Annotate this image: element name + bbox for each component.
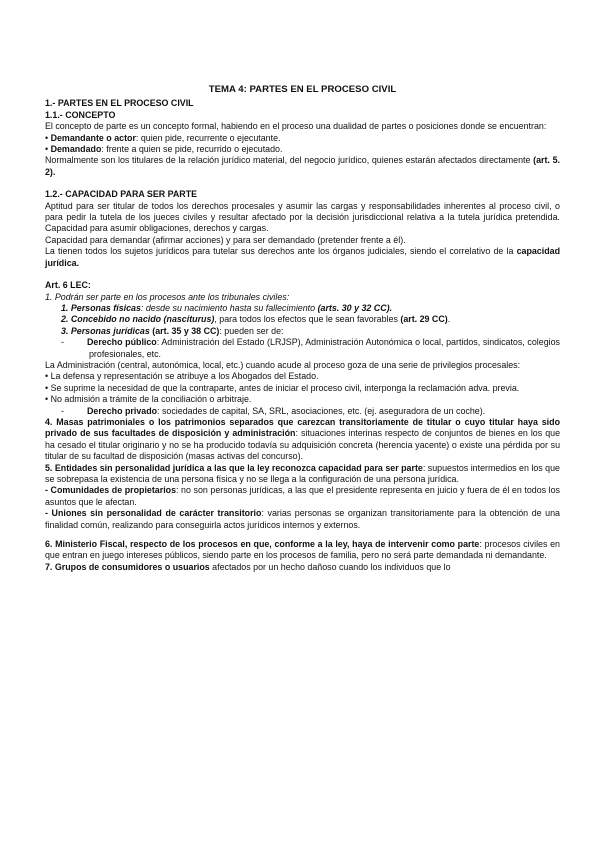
list-item-ministerio-fiscal: 6. Ministerio Fiscal, respecto de los procesos en que, conforme a la ley, haya de intervenir como parte: procesos civiles en que entran en juego intereses públicos, siendo parte en los procesos de familia, pero no será parte demandada ni demandante. bbox=[45, 539, 560, 561]
term-capacidad-juridica: capacidad jurídica. bbox=[45, 246, 560, 268]
ref-art-5: (art. 5. 2). bbox=[45, 155, 561, 177]
section-heading-partes: 1.- PARTES EN EL PROCESO CIVIL bbox=[45, 98, 194, 109]
term-demandado: Demandado bbox=[50, 144, 102, 155]
dash-item-derecho-privado: - Derecho privado: sociedades de capital, SA, SRL, asociaciones, etc. (ej. aseguradora de un coche). bbox=[61, 405, 486, 416]
dash-item-derecho-publico: - Derecho público: Administración del Estado (LRJSP), Administración Autonómica o local, partidos, sindicatos, colegios profesionales, etc. bbox=[61, 337, 560, 359]
term-demandante: Demandante o actor bbox=[50, 132, 136, 143]
list-item-entidades-sin-personalidad: 5. Entidades sin personalidad jurídica a las que la ley reconozca capacidad para ser parte: supuestos intermedios en los que se sobrepasa la existencia de una persona física y no se llega a la configuración de una persona jurídica. bbox=[45, 462, 560, 484]
document-title: TEMA 4: PARTES EN EL PROCESO CIVIL bbox=[208, 84, 397, 95]
paragraph-sujetos: La tienen todos los sujetos jurídicos para tutelar sus derechos ante los órganos judiciales, siendo el correlativo de la capacidad jurídica. bbox=[45, 246, 560, 268]
privilege-item-reclamacion: • Se suprime la necesidad de que la contraparte, antes de iniciar el proceso civil, interponga la reclamación adva. previa. bbox=[45, 382, 520, 393]
list-item-demandante: • Demandante o actor: quien pide, recurrente o ejecutante. bbox=[45, 132, 281, 143]
item-comunidades-propietarios: - Comunidades de propietarios: no son personas jurídicas, a las que el presidente representa en juicio y fuera de él en todos los asuntos que le afectan. bbox=[45, 485, 560, 507]
article-intro: 1. Podrán ser parte en los procesos ante los tribunales civiles: bbox=[45, 291, 290, 302]
paragraph-concepto-intro: El concepto de parte es un concepto formal, habiendo en el proceso una dualidad de partes o posiciones donde se encuentran: bbox=[45, 121, 547, 132]
list-item-personas-juridicas: 3. Personas jurídicas (art. 35 y 38 CC): pueden ser de: bbox=[61, 325, 284, 336]
list-item-demandado: • Demandado: frente a quien se pide, recurrido o ejecutado. bbox=[45, 144, 283, 155]
list-item-masas-patrimoniales: 4. Masas patrimoniales o los patrimonios separados que carezcan transitoriamente de titular o cuyo titular haya sido privado de sus facultades de disposición y administración: situaciones interinas respecto de conjuntos de bienes en los que ha cesado el titular originario y no se ha producido todavía su adquisición concreta (herencia yacente) o existe una pérdida por su titular de su facultad de disposición (masas activas del concurso). bbox=[45, 416, 561, 462]
privilege-item-conciliacion: • No admisión a trámite de la conciliación o arbitraje. bbox=[45, 394, 252, 405]
article-heading: Art. 6 LEC: bbox=[45, 280, 91, 291]
text-demandado: : frente a quien se pide, recurrido o ejecutado. bbox=[101, 144, 283, 155]
list-item-grupos-consumidores: 7. Grupos de consumidores o usuarios afectados por un hecho dañoso cuando los individuos que lo bbox=[45, 561, 451, 572]
list-item-nasciturus: 2. Concebido no nacido (nasciturus), para todos los efectos que le sean favorables (art. 29 CC). bbox=[61, 314, 451, 325]
document-page bbox=[45, 84, 560, 573]
list-item-personas-fisicas: 1. Personas físicas: desde su nacimiento hasta su fallecimiento (arts. 30 y 32 CC). bbox=[61, 302, 393, 313]
privilege-item-defensa: • La defensa y representación se atribuye a los Abogados del Estado. bbox=[45, 371, 319, 382]
subsection-heading-concepto: 1.1.- CONCEPTO bbox=[45, 109, 116, 120]
item-uniones-sin-personalidad: - Uniones sin personalidad de carácter transitorio: varias personas se organizan transitoriamente para la obtención de una finalidad común, realizando para conseguirla actos jurídicos internos y externos. bbox=[45, 508, 560, 530]
paragraph-administracion: La Administración (central, autonómica, local, etc.) cuando acude al proceso goza de una serie de privilegios procesales: bbox=[45, 359, 521, 370]
paragraph-demandar: Capacidad para demandar (afirmar acciones) y para ser demandado (pretender frente a él). bbox=[45, 234, 406, 245]
text-demandante: : quien pide, recurrente o ejecutante. bbox=[135, 132, 281, 143]
subsection-heading-capacidad: 1.2.- CAPACIDAD PARA SER PARTE bbox=[45, 189, 198, 200]
paragraph-aptitud: Aptitud para ser titular de todos los derechos procesales y asumir las cargas y responsabilidades inherentes al proceso civil, o para pedir la tutela de los jueces civiles y resultar afectado por la decisión jurisdiccional relativa a la tutela jurídica pretendida. Capacidad para asumir obligaciones, derechos y cargas. bbox=[45, 200, 560, 234]
paragraph-titulares: Normalmente son los titulares de la relación jurídico material, del negocio jurídico, quienes estarán afectados directamente (art. 5. 2). bbox=[45, 155, 561, 177]
